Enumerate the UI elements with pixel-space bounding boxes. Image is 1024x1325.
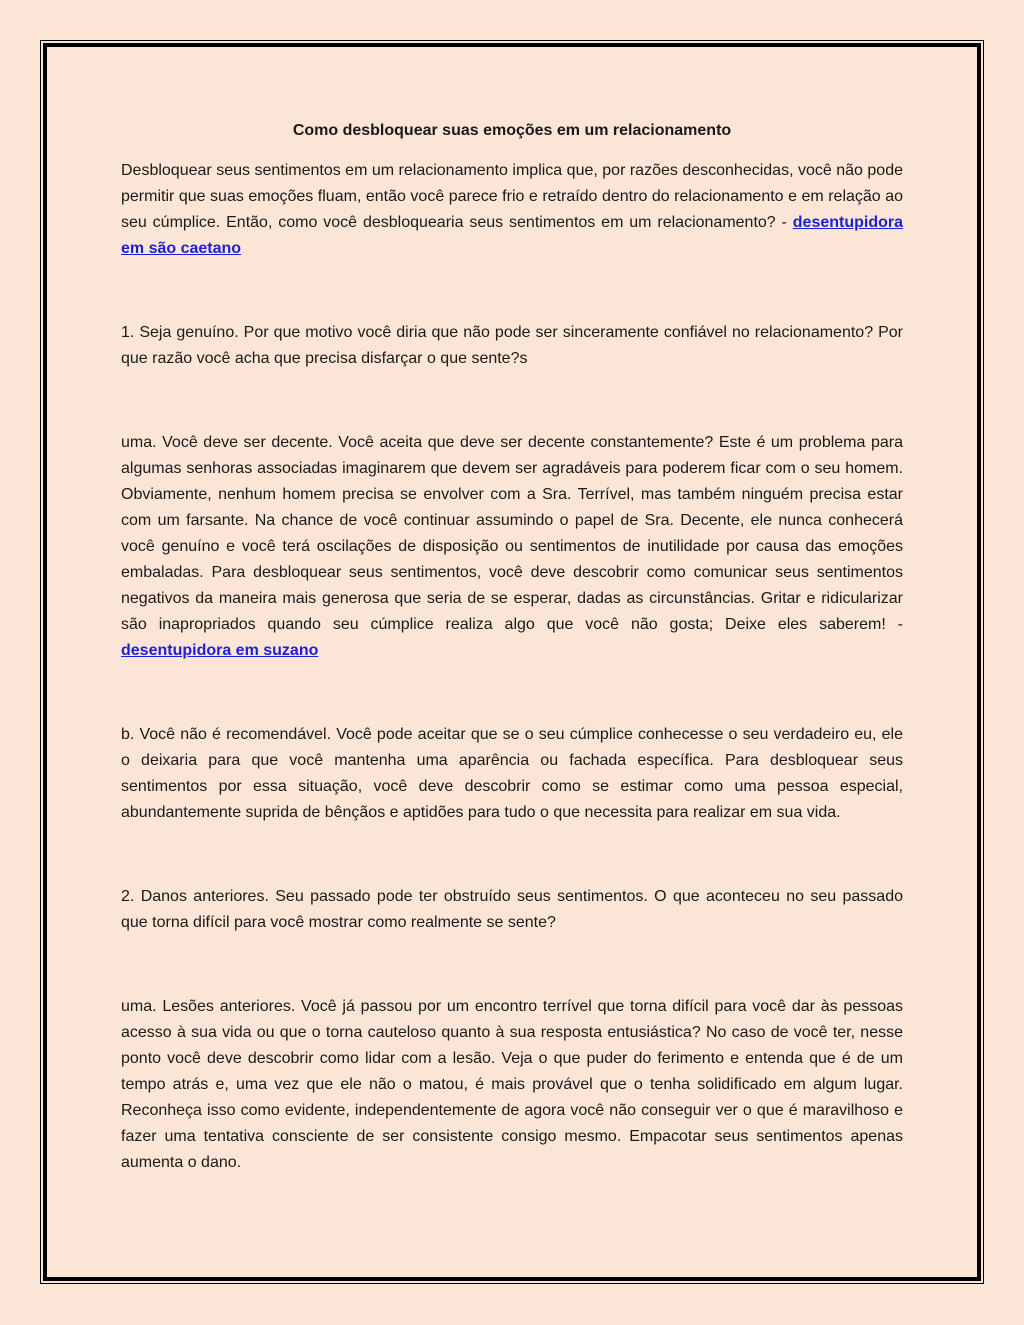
paragraph-text: Desbloquear seus sentimentos em um relacionamento implica que, por razões desconhecidas, você não pode permitir que suas emoções fluam, então você parece frio e retraído dentro do relacionamento e em relação ao seu cúmplice. Então, como você desbloquearia seus sentimentos em um relacionamento? -: [121, 162, 903, 231]
paragraph-point-2: 2. Danos anteriores. Seu passado pode ter obstruído seus sentimentos. O que aconteceu no seu passado que torna difícil para você mostrar como realmente se sente?: [121, 888, 903, 931]
paragraph-text: uma. Você deve ser decente. Você aceita que deve ser decente constantemente? Este é um problema para algumas senhoras associadas imaginarem que devem ser agradáveis para poderem ficar com o seu homem. Obviamente, nenhum homem precisa se envolver com a Sra. Terrível, mas também ninguém precisa estar com um farsante. Na chance de você continuar assumindo o papel de Sra. Decente, ele nunca conhecerá você genuíno e você terá oscilações de disposição ou sentimentos de inutilidade por causa das emoções embaladas. Para desbloquear seus sentimentos, você deve descobrir como comunicar seus sentimentos negativos da maneira mais generosa que seria de se esperar, dadas as circunstâncias. Gritar e ridicularizar são inapropriados quando seu cúmplice realiza algo que você não gosta; Deixe eles saberem! -: [121, 434, 903, 633]
paragraph-point-2a: uma. Lesões anteriores. Você já passou por um encontro terrível que torna difícil para você dar às pessoas acesso à sua vida ou que o torna cauteloso quanto à sua resposta entusiástica? No caso de você ter, nesse ponto você deve descobrir como lidar com a lesão. Veja o que puder do ferimento e entenda que é de um tempo atrás e, uma vez que ele não o matou, é mais provável que o tenha solidificado em algum lugar. Reconheça isso como evidente, independentemente de agora você não conseguir ver o que é maravilhoso e fazer uma tentativa consciente de ser consistente consigo mesmo. Empacotar seus sentimentos apenas aumenta o dano.: [121, 998, 903, 1171]
link-desentupidora-sao-caetano[interactable]: desentupidora em são caetano: [121, 214, 903, 257]
paragraph-point-1b: b. Você não é recomendável. Você pode aceitar que se o seu cúmplice conhecesse o seu verdadeiro eu, ele o deixaria para que você mantenha uma aparência ou fachada específica. Para desbloquear seus sentimentos por essa situação, você deve descobrir como se estimar como uma pessoa especial, abundantemente suprida de bênçãos e aptidões para tudo o que necessita para realizar em sua vida.: [121, 726, 903, 821]
link-desentupidora-suzano[interactable]: desentupidora em suzano: [121, 642, 319, 659]
paragraph-intro: [121, 158, 903, 262]
document-title: Como desbloquear suas emoções em um relacionamento: [292, 122, 732, 139]
paragraph-point-1a: [121, 430, 903, 664]
paragraph-point-1: 1. Seja genuíno. Por que motivo você diria que não pode ser sinceramente confiável no relacionamento? Por que razão você acha que precisa disfarçar o que sente?s: [121, 324, 903, 367]
document-body: [121, 118, 903, 1176]
